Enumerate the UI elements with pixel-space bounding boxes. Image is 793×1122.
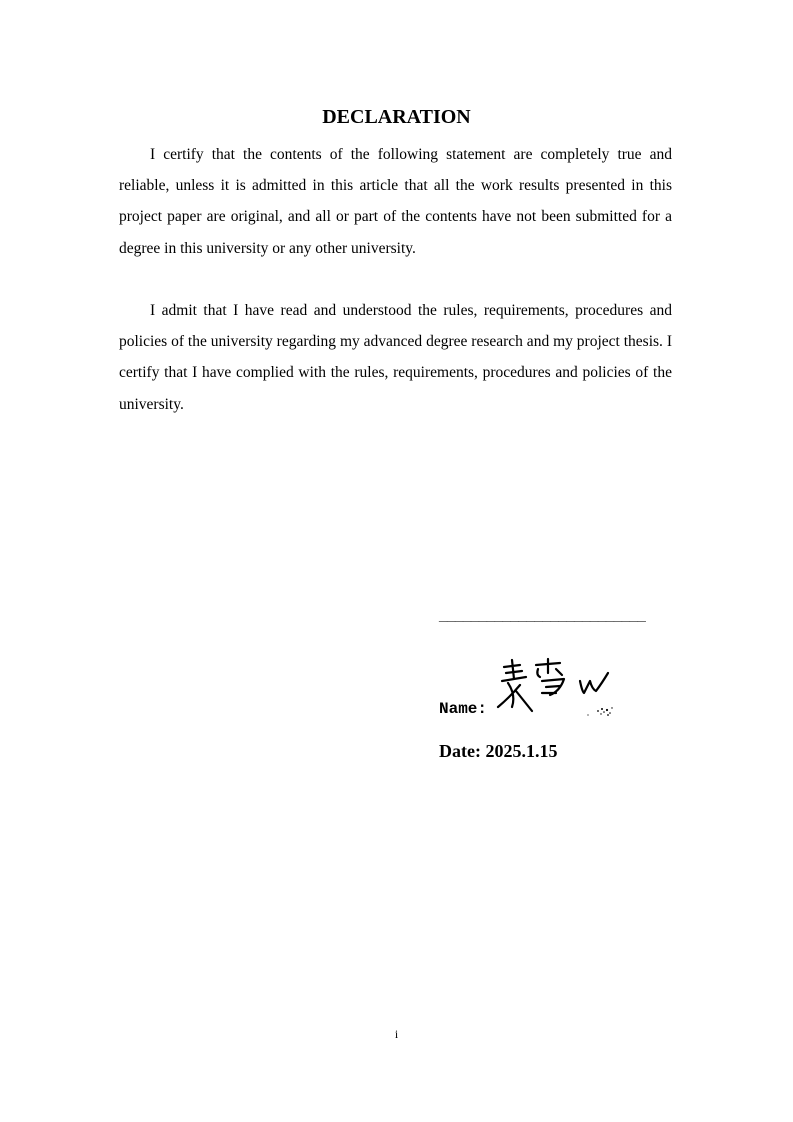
compliance-paragraph: I admit that I have read and understood the rules, requirements, procedures and policies of the university regarding my advanced degree research and my project thesis. I certify that I have complied with the rules, requirements, procedures and policies of the university. <box>119 302 672 413</box>
date-line: Date: 2025.1.15 <box>439 741 558 761</box>
certification-paragraph: I certify that the contents of the following statement are completely true and reliable, unless it is admitted in this article that all the work results presented in this project paper are original, and all or part of the contents have not been submitted for a degree in this university or any other university. <box>119 146 672 257</box>
page-number: i <box>394 1027 399 1041</box>
name-label: Name: <box>439 700 488 718</box>
signature-line: __________________________ <box>439 607 646 624</box>
page-title: DECLARATION <box>322 106 471 128</box>
handwritten-signature <box>490 655 620 720</box>
